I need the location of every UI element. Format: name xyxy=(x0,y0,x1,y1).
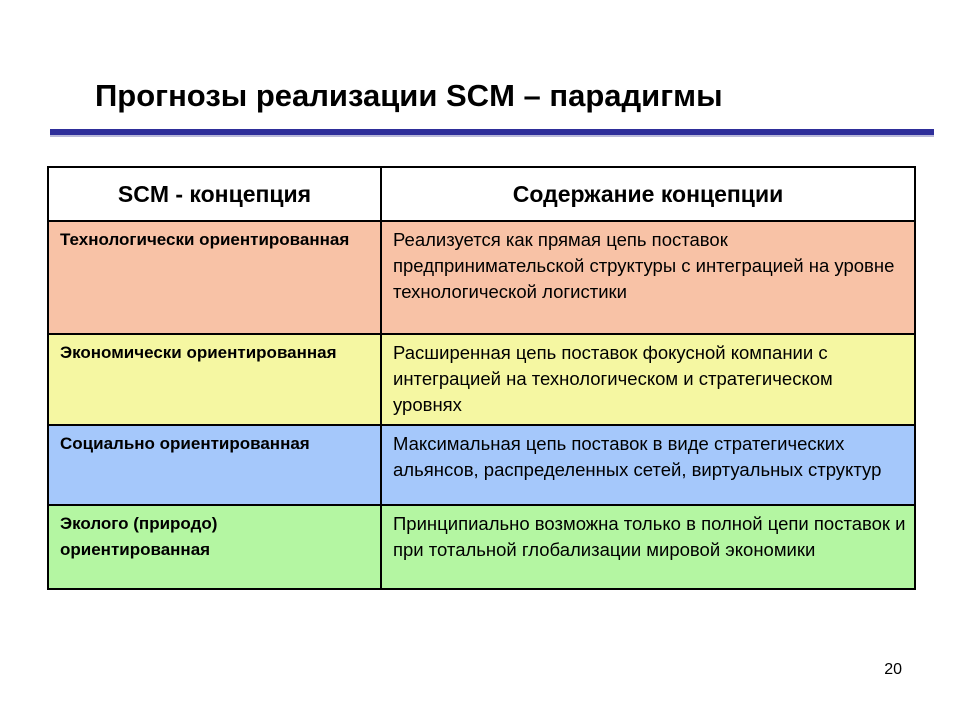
concept-description: Расширенная цепь поставок фокусной компании с интеграцией на технологическом и стратегическом уровнях xyxy=(381,334,915,425)
concept-description: Максимальная цепь поставок в виде стратегических альянсов, распределенных сетей, виртуальных структур xyxy=(381,425,915,505)
header-concept: SCM - концепция xyxy=(48,167,381,221)
concept-name: Социально ориентированная xyxy=(48,425,381,505)
table-header-row xyxy=(48,167,915,221)
concept-description: Принципиально возможна только в полной цепи поставок и при тотальной глобализации мировой экономики xyxy=(381,505,915,589)
page-number: 20 xyxy=(884,661,902,678)
table-row-economic xyxy=(48,334,915,425)
table-row-ecological xyxy=(48,505,915,589)
concept-description: Реализуется как прямая цепь поставок предпринимательской структуры с интеграцией на уровне технологической логистики xyxy=(381,221,915,334)
table-row-technological xyxy=(48,221,915,334)
concept-name: Экономически ориентированная xyxy=(48,334,381,425)
title-underline-shadow xyxy=(50,135,934,137)
slide-title: Прогнозы реализации SCM – парадигмы xyxy=(95,78,723,113)
scm-concepts-table xyxy=(47,166,916,590)
header-content: Содержание концепции xyxy=(381,167,915,221)
table-row-social xyxy=(48,425,915,505)
concept-name: Эколого (природо) ориентированная xyxy=(48,505,381,589)
concept-name: Технологически ориентированная xyxy=(48,221,381,334)
